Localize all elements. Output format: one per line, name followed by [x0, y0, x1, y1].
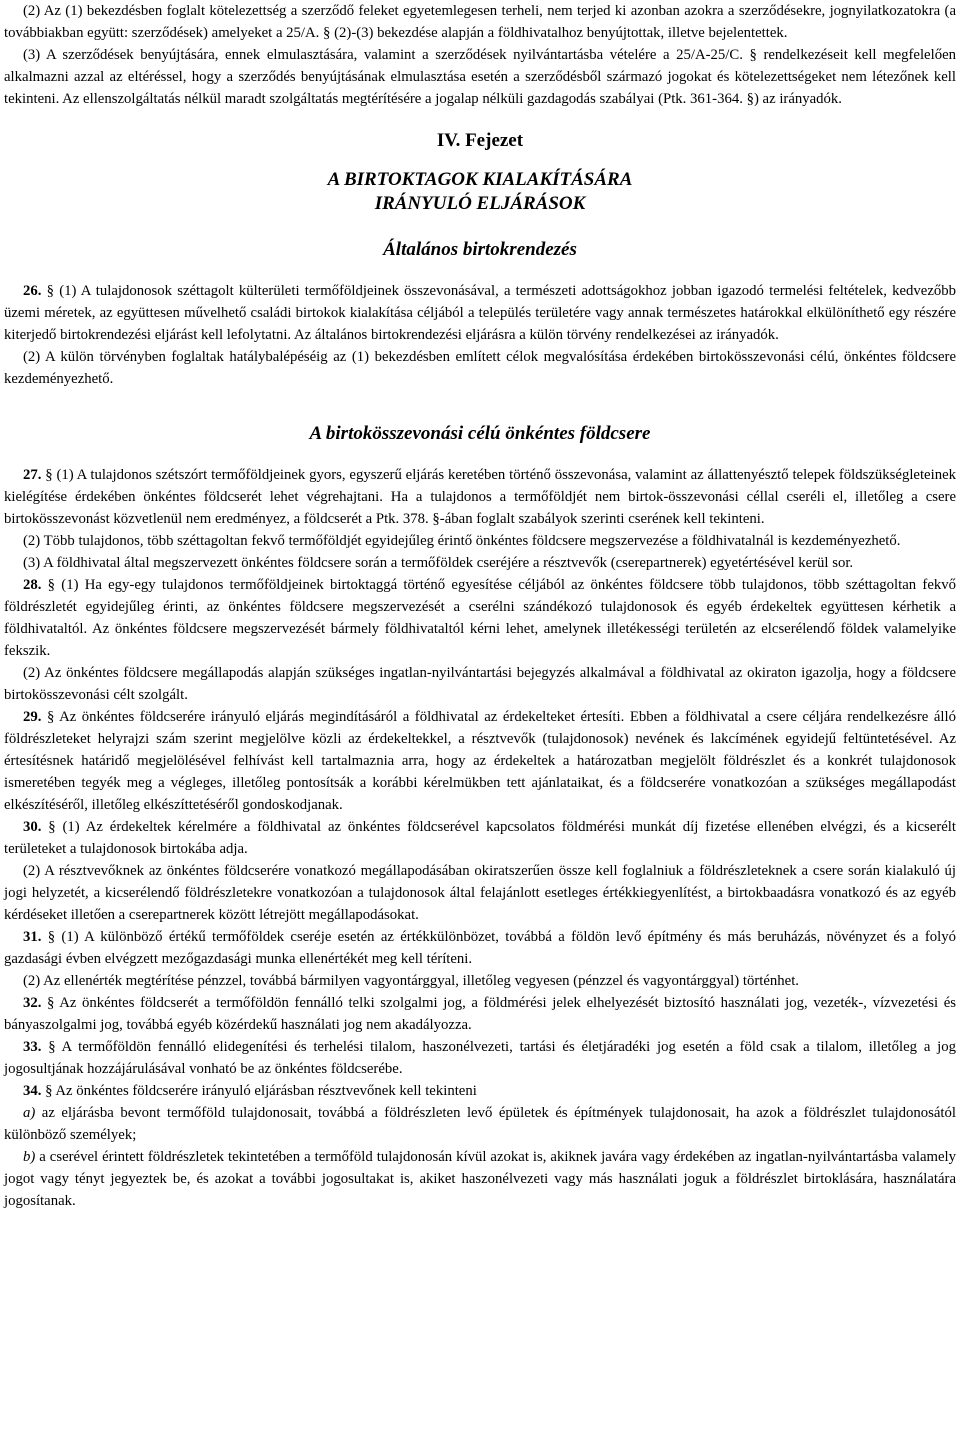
- item-text: az eljárásba bevont termőföld tulajdonosait, továbbá a földrészleten levő épületek és építmények tulajdonosait, ha azok a földrészlet tulajdonosától különböző személyek;: [4, 1105, 956, 1143]
- paragraph-27: [4, 464, 956, 530]
- paragraph-text: § (1) A tulajdonos szétszórt termőföldjeinek gyors, egyszerű eljárás keretében történő összevonása, valamint az állattenyésztő telepek földszükségleteinek kielégítése érdekében önkéntes földcserét lehet végrehajtani. Ha a tulajdonos a termőföldjét nem birtok-összevonási céllal cseréli el, illetőleg a csere birtokösszevonást közvetlenül nem eredményez, a földcserét a Ptk. 378. §-ában foglalt szabályok szerinti cserének kell tekinteni.: [4, 467, 956, 527]
- paragraph-text: (2) A külön törvényben foglaltak hatálybalépéséig az (1) bekezdésben említett célok megvalósítása érdekében birtokösszevonási célú, önkéntes földcsere kezdeményezhető.: [4, 349, 956, 387]
- paragraph-number: 26.: [23, 283, 42, 299]
- paragraph-text: § (1) Az érdekeltek kérelmére a földhivatal az önkéntes földcserével kapcsolatos földmérési munkát díj fizetése ellenében elvégzi, és a kicserélt területeket a tulajdonosok birtokába adja.: [4, 819, 956, 857]
- paragraph-number: 29.: [23, 709, 42, 725]
- section-voluntary-body: [4, 464, 956, 1212]
- paragraph-text: (2) Az önkéntes földcsere megállapodás alapján szükséges ingatlan-nyilvántartási bejegyzés alkalmával a földhivatal az okiraton igazolja, hogy a földcsere birtokösszevonási célt szolgált.: [4, 665, 956, 703]
- paragraph-31-2: [4, 970, 956, 992]
- paragraph-text: (2) A résztvevőknek az önkéntes földcserére vonatkozó megállapodásában okiratszerűen össze kell foglalniuk a földrészleteknek a csere során kialakuló új jogi helyzetét, a kicserélendő földrészletekre vonatkozóan a tulajdonosok által felajánlott esetleges értékkiegyenlítést, a birtokbaadásra vonatkozó és az egyéb kérdéseket illetően a cserepartnerek között létrejött megállapodásokat.: [4, 863, 956, 923]
- chapter-heading: [4, 124, 956, 216]
- paragraph-text: (3) A földhivatal által megszervezett önkéntes földcsere során a termőföldek cseréjére a résztvevők (cserepartnerek) egyetértésével kerül sor.: [23, 555, 854, 571]
- paragraph-31: [4, 926, 956, 970]
- paragraph-number: 32.: [23, 995, 42, 1011]
- item-letter: a): [23, 1105, 36, 1121]
- paragraph-text: § Az önkéntes földcserét a termőföldön fennálló telki szolgalmi jog, a földmérési jelek elhelyezését biztosító használati jog, vezeték-, vízvezetési és bányaszolgalmi jog, továbbá egyéb közérdekű használati jog nem akadályozza.: [4, 995, 956, 1033]
- paragraph-28: [4, 574, 956, 662]
- paragraph-text: § A termőföldön fennálló elidegenítési és terhelési tilalom, haszonélvezeti, tartási és életjáradéki jog esetén a föld csak a tilalom, illetőleg a jog jogosultjának hozzájárulásával vonható be az önkéntes földcserébe.: [4, 1039, 956, 1077]
- paragraph-32: [4, 992, 956, 1036]
- paragraph-text: § Az önkéntes földcserére irányuló eljárásban résztvevőnek kell tekinteni: [41, 1083, 477, 1099]
- item-text: a cserével érintett földrészletek tekintetében a termőföld tulajdonosán kívül azokat is, akiknek javára vagy érdekében az ingatlan-nyilvántartásba valamely jogot vagy tényt jegyeztek be, és azokat a további jogosultakat is, akiket haszonélvezeti vagy más használati joguk a földrészlet birtoklására, használatára jogosítanak.: [4, 1149, 956, 1209]
- chapter-title-line-1: A BIRTOKTAGOK KIALAKÍTÁSÁRA: [327, 169, 633, 190]
- paragraph-27-2: [4, 530, 956, 552]
- paragraph-29: [4, 706, 956, 816]
- paragraph-number: 30.: [23, 819, 42, 835]
- paragraph-number: 31.: [23, 929, 42, 945]
- paragraph-34-item-b: [4, 1146, 956, 1212]
- paragraph-30: [4, 816, 956, 860]
- paragraph-26-2: [4, 346, 956, 390]
- paragraph-33: [4, 1036, 956, 1080]
- paragraph-number: 28.: [23, 577, 42, 593]
- paragraph-34-item-a: [4, 1102, 956, 1146]
- intro-paragraph-1: (2) Az (1) bekezdésben foglalt kötelezettség a szerződő feleket egyetemlegesen terheli, nem terjed ki azonban azokra a szerződésekre, jognyilatkozatokra (a továbbiakban együtt: szerződések) amelyeket a 25/A. § (2)-(3) bekezdése alapján a földhivatalhoz benyújtottak, illetve bejelentettek.: [4, 3, 956, 41]
- paragraph-text: § (1) A különböző értékű termőföldek cseréje esetén az értékkülönbözet, továbbá a földön levő építmény és más beruházás, növényzet és a folyó gazdasági évben elvégzett mezőgazdasági munka ellenértékét meg kell téríteni.: [4, 929, 956, 967]
- paragraph-text: § (1) A tulajdonosok széttagolt külterületi termőföldjeinek összevonásával, a természeti adottságokhoz jobban igazodó termelési feltételek, kedvezőbb üzemi méretek, az együttesen művelhető családi birtokok kialakítása céljából a település területére vagy annak természetes határokkal elkülöníthető egy részére kiterjedő birtokrendezési eljárást kell lefolytatni. Az általános birtokrendezési eljárásra a külön törvény rendelkezései az irányadók.: [4, 283, 956, 343]
- paragraph-26: [4, 280, 956, 346]
- paragraph-text: § Az önkéntes földcserére irányuló eljárás megindításáról a földhivatal az érdekelteket értesíti. Ebben a földhivatal a csere céljára rendelkezésre álló földrészleteket helyrajzi szám szerint megjelölve közli az érdekeltekkel, a résztvevők (tulajdonosok) nevének és lakcímének egyidejű feltüntetésével. Az értesítésnek határidő megjelölésével felhívást kell tartalmaznia arra, hogy az érdekeltek a határozatban megjelölt földrészlet és a konkrét tulajdonosok ismeretében tegyék meg a végleges, illetőleg pontosítsák a korábbi kérelmükben tett ajánlataikat, és a földcserére vonatkozóan a szükséges megállapodást elkészítéséről, illetőleg elkészíttetéséről gondoskodjanak.: [4, 709, 956, 813]
- paragraph-28-2: [4, 662, 956, 706]
- section-title-voluntary-exchange: A birtokösszevonási célú önkéntes földcsere: [309, 423, 651, 444]
- intro-paragraph-2: (3) A szerződések benyújtására, ennek elmulasztására, valamint a szerződések nyilvántartásba vételére a 25/A-25/C. § rendelkezéseit kell megfelelően alkalmazni azzal az eltéréssel, hogy a szerződés benyújtásának elmulasztása esetén a szerződésből származó jogokat és kötelezettségeket nem létezőnek kell tekinteni. Az ellenszolgáltatás nélkül maradt szolgáltatás megtérítésére a jogalap nélküli gazdagodás szabályai (Ptk. 361-364. §) az irányadók.: [4, 47, 956, 107]
- item-letter: b): [23, 1149, 36, 1165]
- paragraph-34: [4, 1080, 956, 1102]
- paragraph-text: (2) Több tulajdonos, több széttagoltan fekvő termőföldjét egyidejűleg érintő önkéntes földcsere megszervezése a földhivatalnál is kezdeményezhető.: [23, 533, 901, 549]
- paragraph-number: 33.: [23, 1039, 42, 1055]
- paragraph-text: § (1) Ha egy-egy tulajdonos termőföldjeinek birtoktaggá történő egyesítése céljából az önkéntes földcsere több tulajdonos, több széttagoltan fekvő földrészletét egyidejűleg érinti, az önkéntes földcsere megszervezését a cserélni szándékozó tulajdonosok és egyéb érdekeltek együttesen kérhetik a földhivataltól. Az önkéntes földcsere megszervezését bármely földhivataltól kérni lehet, amelynek illetékességi területén az elcserélendő földek valamelyike fekszik.: [4, 577, 956, 659]
- paragraph-number: 34.: [23, 1083, 42, 1099]
- chapter-title-line-2: IRÁNYULÓ ELJÁRÁSOK: [374, 193, 586, 214]
- section-title-general: Általános birtokrendezés: [383, 239, 577, 260]
- paragraph-text: (2) Az ellenérték megtérítése pénzzel, továbbá bármilyen vagyontárggyal, illetőleg vegyesen (pénzzel és vagyontárggyal) történhet.: [23, 973, 799, 989]
- paragraph-30-2: [4, 860, 956, 926]
- chapter-number: IV. Fejezet: [436, 130, 524, 151]
- section-general-body: [4, 280, 956, 390]
- paragraph-number: 27.: [23, 467, 42, 483]
- paragraph-27-3: [4, 552, 956, 574]
